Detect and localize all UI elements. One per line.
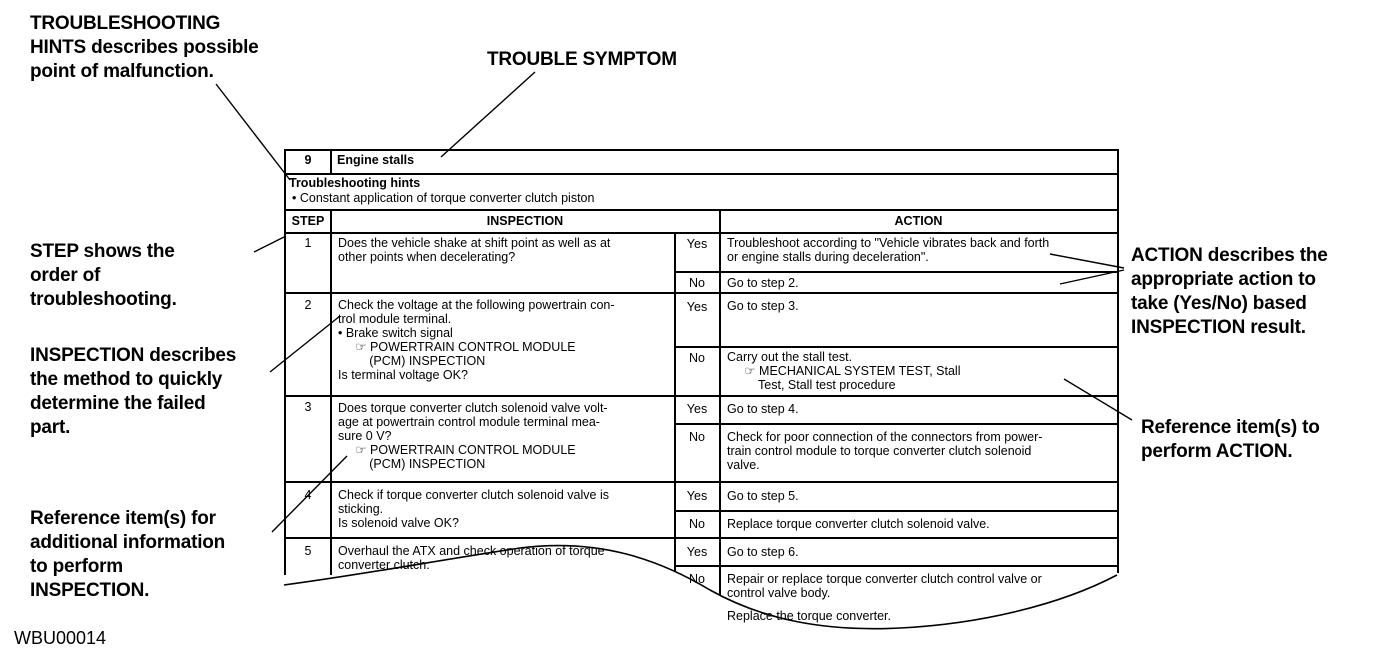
column-header-inspection: INSPECTION (486, 214, 564, 228)
yes-action: Go to step 6. (727, 545, 799, 559)
step-number: 5 (304, 544, 312, 558)
inspection-line: Check if torque converter clutch solenoid valve is (338, 488, 609, 502)
hints-item: • Constant application of torque converter clutch piston (292, 191, 595, 205)
no-label: No (689, 572, 705, 586)
no-label: No (689, 430, 705, 444)
trouble-symptom-title: Engine stalls (337, 153, 415, 167)
action-line: Carry out the stall test. (727, 350, 853, 364)
inspection-line: (PCM) INSPECTION (338, 354, 486, 368)
inspection-line: Check the voltage at the following powertrain con- (338, 298, 615, 312)
yes-action (727, 236, 1049, 264)
yes-action: Go to step 4. (727, 402, 799, 416)
callout-line: to perform (30, 556, 124, 577)
yes-label: Yes (686, 402, 708, 416)
action-line: control valve body. (727, 586, 831, 600)
inspection-text (338, 544, 605, 572)
inspection-line: other points when decelerating? (338, 250, 516, 264)
inspection-line: (PCM) INSPECTION (338, 457, 486, 471)
no-action: Go to step 2. (727, 276, 799, 290)
callout-line: STEP shows the (30, 241, 175, 262)
action-line: Test, Stall test procedure (727, 378, 896, 392)
action-line: ☞ MECHANICAL SYSTEM TEST, Stall (727, 364, 961, 378)
no-action: Replace torque converter clutch solenoid valve. (727, 517, 990, 531)
callout-line: order of (30, 265, 101, 286)
no-label: No (689, 276, 705, 290)
inspection-text (338, 236, 610, 264)
callout-line: HINTS describes possible (30, 37, 259, 58)
symptom-number: 9 (304, 153, 312, 167)
inspection-line: converter clutch. (338, 558, 430, 572)
callout-line: INSPECTION describes (30, 345, 237, 366)
yes-label: Yes (686, 237, 708, 251)
callout-line: additional information (30, 532, 226, 553)
inspection-line: Does the vehicle shake at shift point as well as at (338, 236, 611, 250)
column-header-action: ACTION (894, 214, 943, 228)
column-header-step: STEP (291, 214, 325, 228)
callout-line: Reference item(s) to (1141, 417, 1320, 438)
callout-line: part. (30, 417, 71, 438)
yes-action: Go to step 3. (727, 299, 799, 313)
action-line: or engine stalls during deceleration". (727, 250, 929, 264)
inspection-text (338, 401, 608, 471)
no-label: No (689, 517, 705, 531)
callout-line: INSPECTION result. (1131, 317, 1306, 338)
callout-line: ACTION describes the (1131, 245, 1328, 266)
inspection-line: sticking. (338, 502, 384, 516)
yes-action: Go to step 5. (727, 489, 799, 503)
callout-line: Reference item(s) for (30, 508, 216, 529)
yes-label: Yes (686, 545, 708, 559)
no-action (727, 350, 960, 392)
no-action (727, 430, 1042, 472)
no-label: No (689, 351, 705, 365)
yes-label: Yes (686, 489, 708, 503)
action-line: Troubleshoot according to "Vehicle vibrates back and forth (727, 236, 1050, 250)
inspection-line: Overhaul the ATX and check operation of torque (338, 544, 605, 558)
inspection-line: sure 0 V? (338, 429, 392, 443)
inspection-line: Is terminal voltage OK? (338, 368, 468, 382)
action-line: Repair or replace torque converter clutch control valve or (727, 572, 1042, 586)
inspection-line: ☞ POWERTRAIN CONTROL MODULE (338, 443, 576, 457)
inspection-line: Does torque converter clutch solenoid valve volt- (338, 401, 608, 415)
yes-label: Yes (686, 300, 708, 314)
figure-code: WBU00014 (14, 628, 107, 648)
trouble-symptom-callout: TROUBLE SYMPTOM (487, 49, 677, 70)
callout-line: point of malfunction. (30, 61, 214, 82)
inspection-line: age at powertrain control module terminal mea- (338, 415, 600, 429)
action-line: valve. (727, 458, 760, 472)
action-line: Replace the torque converter. (727, 609, 891, 623)
hints-title: Troubleshooting hints (289, 176, 421, 190)
callout-line: troubleshooting. (30, 289, 177, 310)
inspection-text (338, 298, 615, 382)
callout-line: perform ACTION. (1141, 441, 1293, 462)
callout-line: take (Yes/No) based (1131, 293, 1307, 314)
step-number: 2 (304, 298, 312, 312)
step-number: 3 (304, 400, 312, 414)
callout-line: the method to quickly (30, 369, 223, 390)
no-action (727, 572, 1042, 623)
step-number: 4 (304, 488, 312, 502)
inspection-line: Is solenoid valve OK? (338, 516, 459, 530)
inspection-text (338, 488, 609, 530)
callout-line: determine the failed (30, 393, 206, 414)
callout-line: appropriate action to (1131, 269, 1316, 290)
step-number: 1 (304, 236, 312, 250)
action-line: Check for poor connection of the connectors from power- (727, 430, 1043, 444)
inspection-line: ☞ POWERTRAIN CONTROL MODULE (338, 340, 576, 354)
inspection-line: trol module terminal. (338, 312, 452, 326)
action-line: train control module to torque converter clutch solenoid (727, 444, 1032, 458)
inspection-line: • Brake switch signal (338, 326, 453, 340)
callout-line: INSPECTION. (30, 580, 150, 601)
callout-line: TROUBLESHOOTING (30, 13, 221, 34)
